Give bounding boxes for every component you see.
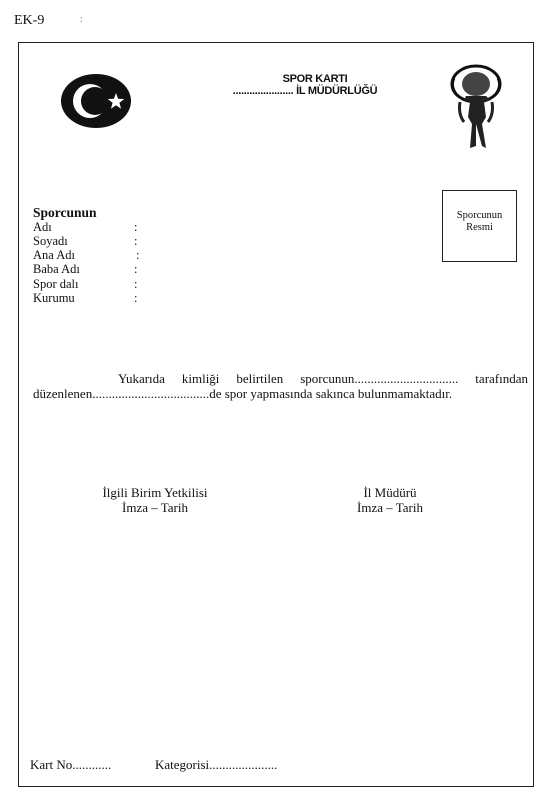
crescent-star-emblem-icon <box>60 73 132 129</box>
statement-line-1: Yukarıda kimliği belirtilen sporcunun................................ tarafından <box>118 371 528 386</box>
field-label-mother-name: Ana Adı <box>33 248 76 262</box>
field-colon-institution: : <box>134 291 138 305</box>
signature-left-sign-date: İmza – Tarih <box>122 500 188 515</box>
category: Kategorisi..................... <box>155 757 278 772</box>
card-title <box>210 73 400 97</box>
signature-right-title: İl Müdürü <box>363 485 417 500</box>
scan-mark: : <box>80 14 83 25</box>
field-colon-sport: : <box>134 277 138 291</box>
field-colon-name: : <box>134 220 138 234</box>
signature-left <box>70 485 240 515</box>
card-title-line2: ...................... İL MÜDÜRLÜĞÜ <box>232 85 378 97</box>
card-number: Kart No............ <box>30 757 112 772</box>
field-label-surname: Soyadı <box>33 234 68 248</box>
document-code: EK-9 <box>14 13 45 28</box>
field-label-name: Adı <box>33 220 52 234</box>
photo-label-1: Sporcunun <box>456 210 503 221</box>
statement-line-2: düzenlenen....................................de spor yapmasında sakınca bulunmamaktadır. <box>33 386 453 401</box>
signature-left-title: İlgili Birim Yetkilisi <box>102 485 208 500</box>
field-label-institution: Kurumu <box>33 291 75 305</box>
field-colon-mother-name: : <box>136 248 140 262</box>
field-label-sport: Spor dalı <box>33 277 79 291</box>
field-colon-father-name: : <box>134 262 138 276</box>
field-label-father-name: Baba Adı <box>33 262 80 276</box>
photo-label-2: Resmi <box>466 222 493 233</box>
card-title-line1: SPOR KARTI <box>282 73 348 85</box>
statement-paragraph <box>33 371 528 401</box>
athlete-seal-icon <box>446 62 506 154</box>
signature-right <box>330 485 450 515</box>
section-title: Sporcunun <box>33 205 97 220</box>
photo-box <box>442 190 517 262</box>
field-colon-surname: : <box>134 234 138 248</box>
signature-right-sign-date: İmza – Tarih <box>357 500 423 515</box>
